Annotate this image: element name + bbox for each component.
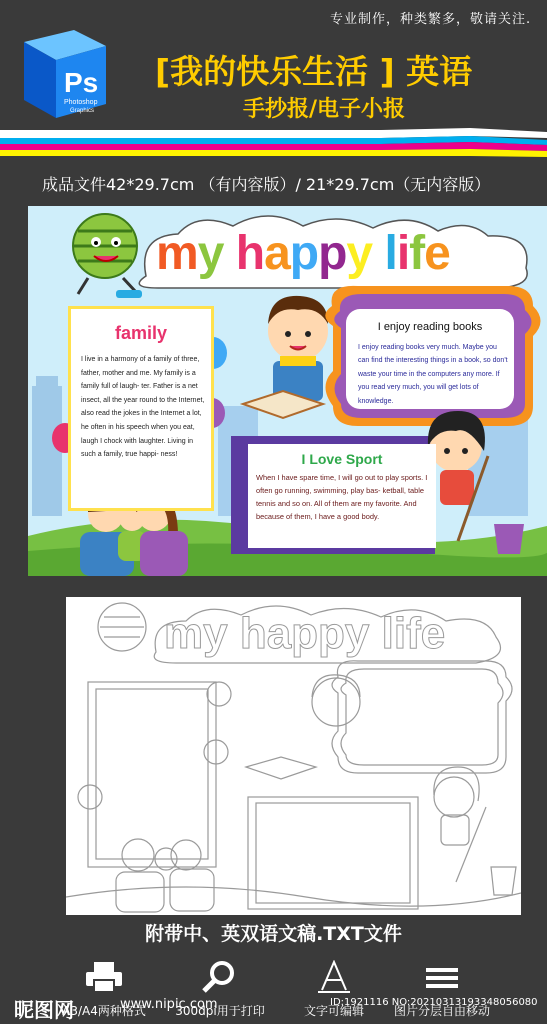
sport-title: I Love Sport [301,451,383,467]
annex-note: 附带中、英双语文稿.TXT文件 [145,923,402,945]
page-title: [我的快乐生活 ] 英语 [155,52,473,91]
reading-card [346,309,514,409]
headline-letter [372,227,384,280]
family-text: I live in a harmony of a family of three, father, mother and me. My family is a family full of laugh- ter. Father is a net insect, all the year round to the Internet, also read the jokes in the Internet a lot, he often in his speech when you eat, laugh I chock with laughter. Living in such a family, true happi- ness! [81,356,205,459]
ps-label: Ps [64,67,99,98]
headline-letter: e [424,227,450,280]
layers-icon [422,960,462,994]
headline-letter: p [289,227,319,280]
poster-outline [66,597,521,915]
headline-letter: f [409,227,425,280]
headline-letter: l [384,227,397,280]
headline-letter: m [156,227,198,280]
headline-letter: p [318,227,347,280]
feature-label: 图片分层自由移动 [393,1004,490,1018]
magnifier-icon [200,960,240,994]
headline-letter: i [396,227,410,280]
site-logo: 昵图网 [14,998,74,1022]
reading-text: I enjoy reading books very much. Maybe you can find the interesting things in a book, so don't waste your time in the computers any more. If you read very much, you will get lots of knowledge. [358,344,508,405]
family-title: family [114,323,168,343]
ps-sub: Graphics [70,108,95,114]
image-id: ID:1921116 NO:20210313193348056080 [330,997,538,1008]
feature-layers [382,960,502,1019]
family-card [68,306,214,511]
feature-text [274,960,394,1019]
outline-headline: my happy life [164,609,446,658]
reading-title: I enjoy reading books [377,321,483,333]
headline-letter: a [264,227,290,280]
page-subtitle: 手抄报/电子小报 [243,97,406,122]
color-stripes [0,128,547,160]
sport-card [248,444,436,548]
photoshop-logo-icon [14,22,114,122]
site-url[interactable]: www.nipic.com [120,997,218,1012]
headline-letter: y [346,227,373,280]
printer-icon [84,960,124,994]
top-note: 专业制作，种类繁多，敬请关注. [330,12,532,27]
feature-label: 文字可编辑 [303,1004,364,1018]
feature-label: 300dpi用于打印 [175,1004,265,1018]
sport-text: When I have spare time, I will go out to play sports. I often go running, swimming, play bas- ketball, table tennis and so on. All of them are my favorite. And because of them, I have a good body. [256,473,428,521]
ps-brand: Photoshop [64,99,98,106]
headline-letter: h [235,227,265,280]
poster-headline [156,226,450,281]
headline-letter: y [197,227,224,280]
poster-colored [28,206,547,576]
headline-letter [223,227,235,280]
feature-label: A3/A4两种格式 [62,1004,146,1018]
text-icon [314,960,354,994]
spec-text: 成品文件42*29.7cm （有内容版）/ 21*29.7cm（无内容版） [42,175,491,194]
